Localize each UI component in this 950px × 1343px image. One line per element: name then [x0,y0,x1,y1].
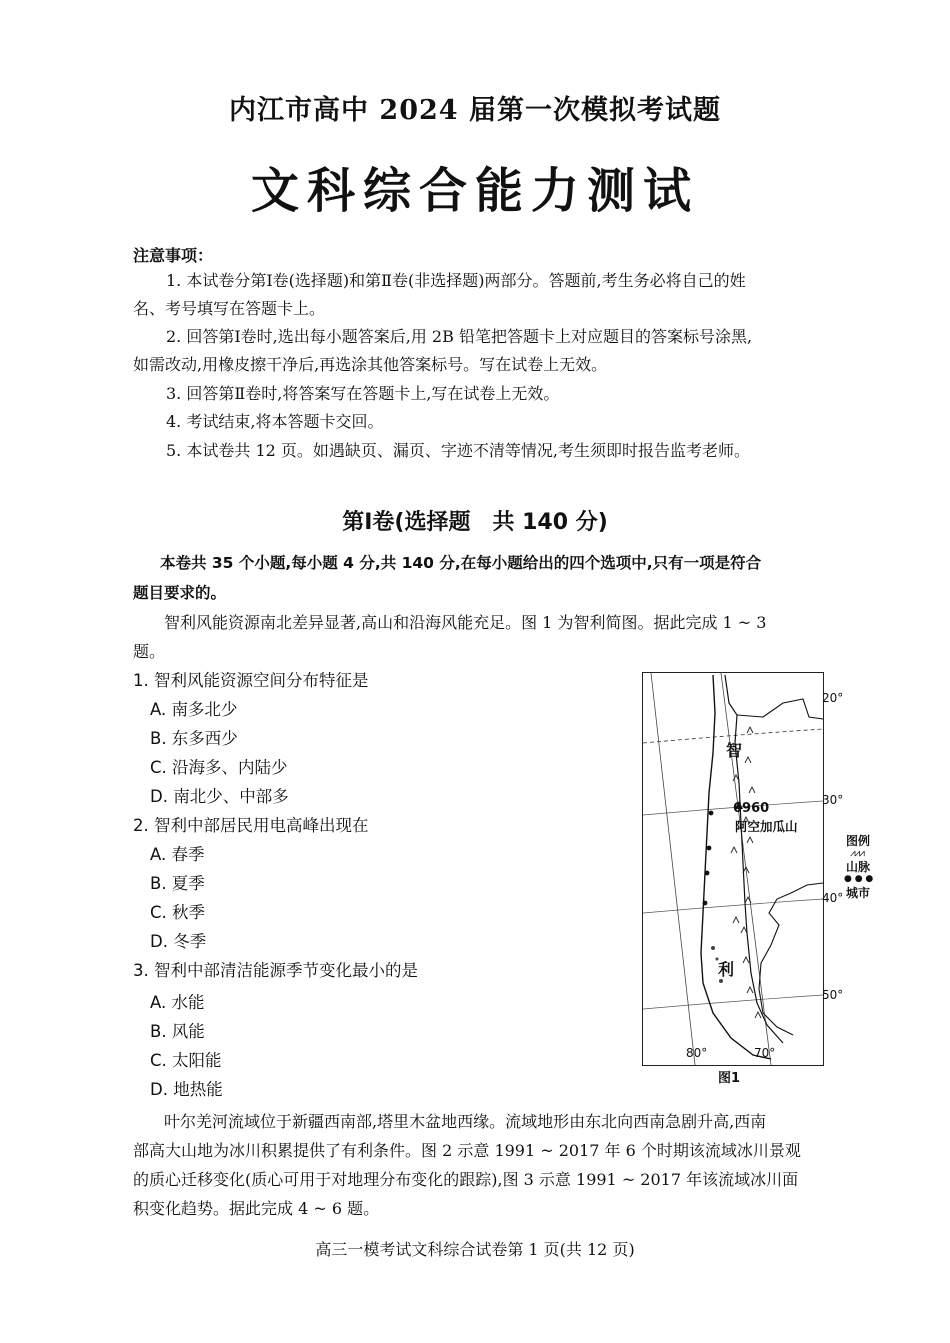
answer-option: A. 春季 [150,845,205,864]
answer-option: C. 沿海多、内陆少 [150,758,288,777]
question-stem: 1. 智利风能资源空间分布特征是 [133,671,369,690]
passage-line: 积变化趋势。据此完成 4 ~ 6 题。 [133,1199,380,1218]
answer-option: C. 太阳能 [150,1051,222,1070]
page-footer: 高三一模考试文科综合试卷第 1 页(共 12 页) [315,1240,635,1259]
notice-line: 1. 本试卷分第Ⅰ卷(选择题)和第Ⅱ卷(非选择题)两部分。答题前,考生务必将自己的姓 [166,271,746,290]
legend-mountain-label: 山脉 [846,860,871,874]
legend-title: 图例 [846,834,871,848]
answer-option: C. 秋季 [150,903,206,922]
peak-height-label: 6960 [733,801,770,816]
city-icon: ● ● ● [844,874,874,884]
notice-line: 2. 回答第Ⅰ卷时,选出每小题答案后,用 2B 铅笔把答题卡上对应题目的答案标号涂黑, [166,327,753,346]
country-label: 利 [718,960,735,979]
legend-city-label: 城市 [846,886,871,900]
section-intro-line: 题目要求的。 [133,584,227,602]
notice-line: 3. 回答第Ⅱ卷时,将答案写在答题卡上,写在试卷上无效。 [166,384,560,403]
peak-name-label: 阿空加瓜山 [735,819,798,834]
question-stem: 2. 智利中部居民用电高峰出现在 [133,816,369,835]
exam-subtitle: 内江市高中 2024 届第一次模拟考试题 [229,95,721,126]
mountain-icon: ⩘⩘⩘ [850,848,864,859]
answer-option: D. 冬季 [150,932,207,951]
chile-map-graphic [643,673,823,1065]
passage-line: 的质心迁移变化(质心可用于对地理分布变化的跟踪),图 3 示意 1991 ~ 2017 年该流域冰川面 [133,1170,799,1189]
passage-line: 智利风能资源南北差异显著,高山和沿海风能充足。图 1 为智利简图。据此完成 1 ~ 3 [164,613,767,632]
passage-line: 叶尔羌河流域位于新疆西南部,塔里木盆地西缘。流域地形由东北向西南急剧升高,西南 [164,1112,767,1131]
question-stem: 3. 智利中部清洁能源季节变化最小的是 [133,961,418,980]
latitude-label: 50° [822,988,844,1002]
longitude-label: 70° [754,1046,776,1060]
notice-heading: 注意事项： [133,246,214,265]
chile-map [642,672,824,1066]
section-intro-line: 本卷共 35 个小题,每小题 4 分,共 140 分,在每小题给出的四个选项中,只有一项是符合 [160,554,762,572]
latitude-label: 40° [822,891,844,905]
answer-option: B. 风能 [150,1022,205,1041]
notice-line: 名、考号填写在答题卡上。 [133,299,326,318]
notice-line: 5. 本试卷共 12 页。如遇缺页、漏页、字迹不清等情况,考生须即时报告监考老师。 [166,441,750,460]
answer-option: A. 水能 [150,993,205,1012]
answer-option: B. 夏季 [150,874,205,893]
passage-line: 部高大山地为冰川积累提供了有利条件。图 2 示意 1991 ~ 2017 年 6 个时期该流域冰川景观 [133,1141,801,1160]
latitude-label: 30° [822,793,844,807]
figure-caption: 图1 [718,1071,741,1086]
notice-line: 4. 考试结束,将本答题卡交回。 [166,412,384,431]
answer-option: D. 南北少、中部多 [150,787,289,806]
answer-option: B. 东多西少 [150,729,238,748]
answer-option: A. 南多北少 [150,700,238,719]
exam-title: 文科综合能力测试 [250,163,699,219]
notice-line: 如需改动,用橡皮擦干净后,再选涂其他答案标号。写在试卷上无效。 [133,355,608,374]
country-label: 智 [726,741,743,760]
latitude-label: 20° [822,691,844,705]
passage-line: 题。 [133,642,166,661]
answer-option: D. 地热能 [150,1080,223,1099]
section-title: 第Ⅰ卷(选择题 共 140 分) [342,510,608,535]
longitude-label: 80° [686,1046,708,1060]
